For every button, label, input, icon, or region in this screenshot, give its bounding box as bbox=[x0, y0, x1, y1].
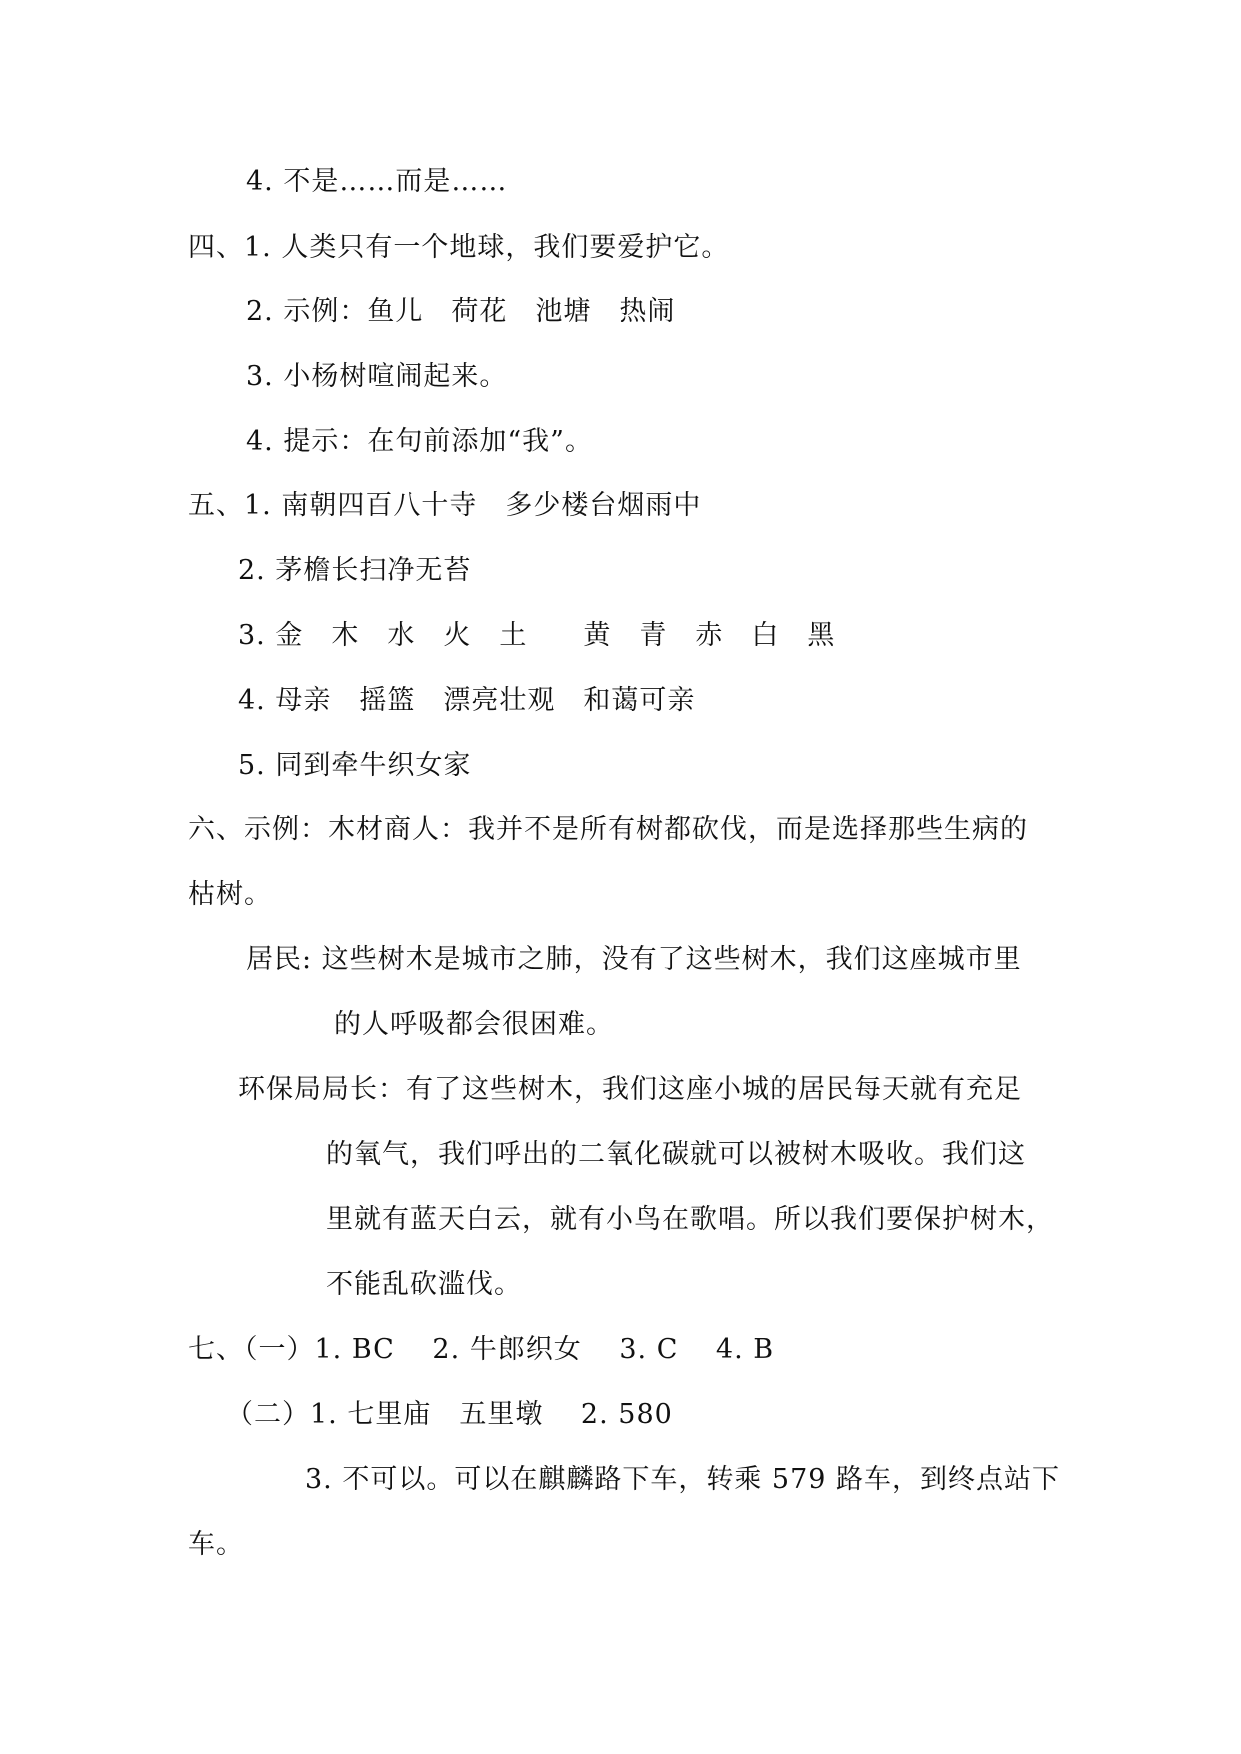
answer-line-7-part2-q3: 3. 不可以。可以在麒麟路下车，转乘 579 路车，到终点站下 bbox=[305, 1464, 1061, 1495]
answer-line-4-1: 四、1. 人类只有一个地球，我们要爱护它。 bbox=[188, 232, 730, 263]
answer-line-5-1: 五、1. 南朝四百八十寺 多少楼台烟雨中 bbox=[188, 490, 702, 521]
answer-line-6-merchant-cont: 枯树。 bbox=[188, 879, 272, 910]
answer-line-6-director-cont-1: 的氧气，我们呼出的二氧化碳就可以被树木吸收。我们这 bbox=[326, 1139, 1026, 1170]
answer-line-6-merchant: 六、示例：木材商人：我并不是所有树都砍伐，而是选择那些生病的 bbox=[188, 814, 1028, 845]
answer-line-4-3: 3. 小杨树喧闹起来。 bbox=[246, 361, 508, 392]
answer-line-6-director-cont-2: 里就有蓝天白云，就有小鸟在歌唱。所以我们要保护树木， bbox=[326, 1204, 1054, 1235]
answer-line-7-part2-q3-cont: 车。 bbox=[188, 1529, 244, 1560]
answer-line-3-4: 4. 不是……而是…… bbox=[246, 166, 508, 197]
answer-line-4-4: 4. 提示：在句前添加“我”。 bbox=[246, 426, 593, 457]
answer-line-7-part1: 七、（一）1. BC 2. 牛郎织女 3. C 4. B bbox=[188, 1334, 775, 1365]
answer-line-6-resident-cont: 的人呼吸都会很困难。 bbox=[334, 1009, 614, 1040]
answer-line-6-director-cont-3: 不能乱砍滥伐。 bbox=[326, 1269, 522, 1300]
answer-line-4-2: 2. 示例：鱼儿 荷花 池塘 热闹 bbox=[246, 296, 676, 327]
answer-line-7-part2: （二）1. 七里庙 五里墩 2. 580 bbox=[226, 1399, 673, 1430]
answer-line-5-2: 2. 茅檐长扫净无苔 bbox=[238, 555, 472, 586]
answer-line-5-3: 3. 金 木 水 火 土 黄 青 赤 白 黑 bbox=[238, 620, 836, 651]
answer-line-5-5: 5. 同到牵牛织女家 bbox=[238, 750, 472, 781]
answer-line-6-resident: 居民: 这些树木是城市之肺，没有了这些树木，我们这座城市里 bbox=[246, 944, 1022, 975]
answer-line-5-4: 4. 母亲 摇篮 漂亮壮观 和蔼可亲 bbox=[238, 685, 696, 716]
answer-line-6-director: 环保局局长：有了这些树木，我们这座小城的居民每天就有充足 bbox=[238, 1074, 1022, 1105]
